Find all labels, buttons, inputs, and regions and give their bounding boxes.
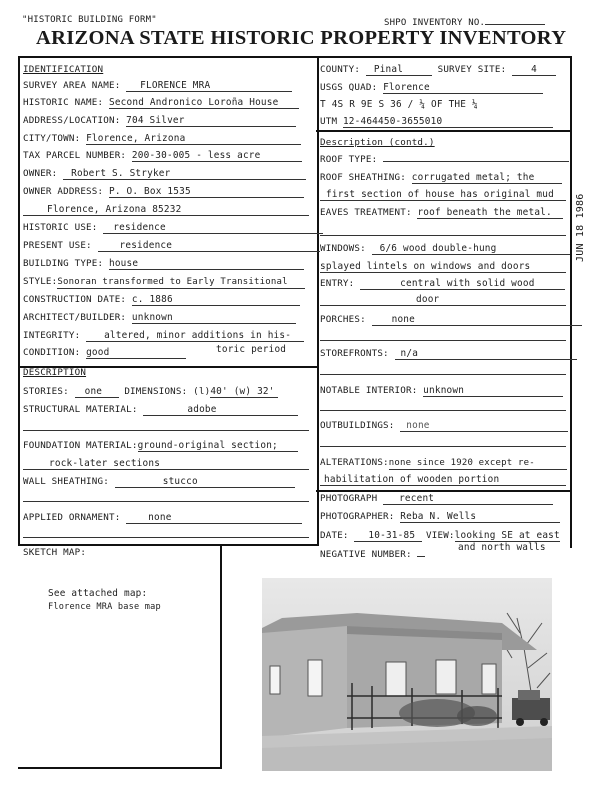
quad-field[interactable]: Florence <box>383 82 543 94</box>
page-title: ARIZONA STATE HISTORIC PROPERTY INVENTORY <box>36 27 567 49</box>
owner-label: OWNER: <box>23 168 58 179</box>
windows-row <box>320 243 570 255</box>
city-row <box>23 133 301 145</box>
present-use-row <box>23 240 320 252</box>
utm-row <box>320 116 553 128</box>
wall-row <box>23 476 295 488</box>
entry-row <box>320 278 565 290</box>
entry-field-2[interactable]: door <box>320 294 566 306</box>
structural-field[interactable]: adobe <box>143 404 298 416</box>
view-field[interactable]: looking SE at east <box>454 530 560 541</box>
condition-label: CONDITION: <box>23 347 81 358</box>
style-row <box>23 276 305 289</box>
structural-label: STRUCTURAL MATERIAL: <box>23 404 138 415</box>
style-label: STYLE: <box>23 276 58 287</box>
stories-field[interactable]: one <box>75 386 119 398</box>
architect-label: ARCHITECT/BUILDER: <box>23 312 127 323</box>
structural-row <box>23 404 298 416</box>
architect-field[interactable]: unknown <box>132 312 296 324</box>
alterations-field[interactable]: none since 1920 except re- <box>389 458 567 470</box>
style-field[interactable]: Sonoran transformed to Early Transitional <box>57 277 305 289</box>
outbuildings-blank-line <box>320 446 566 447</box>
trs-field[interactable]: T 4S R 9E S 36 / ¼ OF THE ¼ <box>320 99 478 110</box>
ornament-row <box>23 512 302 524</box>
alterations-label: ALTERATIONS: <box>320 457 389 468</box>
county-field[interactable]: Pinal <box>366 64 432 76</box>
ornament-blank-line <box>23 537 309 538</box>
porches-field[interactable]: none <box>372 314 582 326</box>
storefronts-label: STOREFRONTS: <box>320 348 389 359</box>
owner-address-row <box>23 186 304 198</box>
entry-field[interactable]: central with solid wood <box>360 278 565 290</box>
roof-sheathing-row-2 <box>320 189 566 201</box>
entry-row-2 <box>320 294 566 306</box>
date-row <box>320 530 422 542</box>
condition-row <box>23 347 186 359</box>
integrity-label: INTEGRITY: <box>23 330 81 341</box>
storefronts-field[interactable]: n/a <box>395 348 577 360</box>
architect-row <box>23 312 296 324</box>
integrity-field-2: toric period <box>216 344 287 355</box>
historic-name-row <box>23 97 299 109</box>
wall-blank-line <box>23 501 309 502</box>
ornament-field[interactable]: none <box>126 512 302 524</box>
alterations-field-2[interactable]: habilitation of wooden portion <box>320 474 566 486</box>
house-photograph-svg <box>262 578 552 771</box>
porches-label: PORCHES: <box>320 314 366 325</box>
roof-type-field[interactable] <box>383 161 569 162</box>
windows-field-2[interactable]: splayed lintels on windows and doors <box>320 261 566 273</box>
photographer-field[interactable]: Reba N. Wells <box>400 511 560 523</box>
photographer-row <box>320 511 560 523</box>
present-use-label: PRESENT USE: <box>23 240 92 251</box>
identification-heading: IDENTIFICATION <box>23 64 104 75</box>
view-row <box>426 530 560 542</box>
owner-address-field-2[interactable]: Florence, Arizona 85232 <box>23 204 309 216</box>
stories-label: STORIES: <box>23 386 69 397</box>
alterations-row <box>320 457 567 470</box>
date-field[interactable]: 10-31-85 <box>354 530 422 542</box>
historic-use-label: HISTORIC USE: <box>23 222 98 233</box>
eaves-row <box>320 207 563 219</box>
integrity-row <box>23 330 304 342</box>
form-label: "HISTORIC BUILDING FORM" <box>22 15 157 25</box>
roof-sheathing-row <box>320 172 562 184</box>
date-label: DATE: <box>320 530 349 541</box>
eaves-label: EAVES TREATMENT: <box>320 207 412 218</box>
ornament-label: APPLIED ORNAMENT: <box>23 512 121 523</box>
survey-site-field[interactable]: 4 <box>512 64 556 76</box>
construction-row <box>23 294 300 306</box>
historic-use-field[interactable]: residence <box>103 222 323 234</box>
wall-field[interactable]: stucco <box>115 476 295 488</box>
shpo-label-text: SHPO INVENTORY NO. <box>384 18 486 28</box>
foundation-row-2 <box>23 458 309 470</box>
utm-label: UTM <box>320 116 338 127</box>
location-divider <box>316 130 572 132</box>
negative-label: NEGATIVE NUMBER: <box>320 549 412 560</box>
notable-label: NOTABLE INTERIOR: <box>320 385 418 396</box>
parcel-row <box>23 150 302 162</box>
description-heading: DESCRIPTION <box>23 367 87 378</box>
present-use-field[interactable]: residence <box>98 240 320 252</box>
city-label: CITY/TOWN: <box>23 133 81 144</box>
notable-field[interactable]: unknown <box>423 385 563 397</box>
historic-name-label: HISTORIC NAME: <box>23 97 104 108</box>
received-date-stamp: JUN 18 1986 <box>575 193 586 262</box>
owner-address-row-2 <box>23 204 309 216</box>
foundation-row <box>23 440 298 452</box>
sketch-note-1: See attached map: <box>48 588 148 599</box>
foundation-label: FOUNDATION MATERIAL: <box>23 440 138 451</box>
stories-row <box>23 386 278 398</box>
building-type-row <box>23 258 304 270</box>
condition-field[interactable]: good <box>86 347 186 359</box>
porches-blank-line <box>320 340 566 341</box>
storefronts-row <box>320 348 577 360</box>
roof-type-label: ROOF TYPE: <box>320 154 378 165</box>
photograph-divider <box>316 490 572 492</box>
historic-name-field[interactable]: Second Andronico Loroña House <box>109 97 299 109</box>
roof-type-row <box>320 154 569 165</box>
county-row <box>320 64 556 76</box>
structural-blank-line <box>23 430 309 431</box>
sketch-label: SKETCH MAP: <box>23 547 87 558</box>
construction-label: CONSTRUCTION DATE: <box>23 294 127 305</box>
notable-blank-line <box>320 410 566 411</box>
alterations-row-2 <box>320 474 566 486</box>
address-label: ADDRESS/LOCATION: <box>23 115 121 126</box>
eaves-blank-line <box>320 235 566 236</box>
negative-field[interactable] <box>417 547 425 557</box>
historic-use-row <box>23 222 323 234</box>
building-type-label: BUILDING TYPE: <box>23 258 104 269</box>
owner-field[interactable]: Robert S. Stryker <box>63 168 306 180</box>
storefronts-blank-line <box>320 374 566 375</box>
description-contd-heading: Description (contd.) <box>320 137 435 148</box>
porches-row <box>320 314 582 326</box>
outbuildings-row <box>320 420 568 432</box>
address-field[interactable]: 704 Silver <box>126 115 296 127</box>
photographer-label: PHOTOGRAPHER: <box>320 511 395 522</box>
top-right-border <box>316 56 572 58</box>
parcel-label: TAX PARCEL NUMBER: <box>23 150 127 161</box>
sketch-bottom <box>18 767 222 769</box>
view-field-2: and north walls <box>458 542 546 553</box>
outbuildings-field[interactable]: none <box>400 420 568 432</box>
negative-row <box>320 547 425 560</box>
view-label: VIEW: <box>426 530 455 541</box>
survey-area-field[interactable]: FLORENCE MRA <box>126 80 292 92</box>
dimensions-label: DIMENSIONS: (l) <box>124 386 211 397</box>
building-type-field[interactable]: house <box>109 258 304 270</box>
survey-site-label: SURVEY SITE: <box>437 64 507 75</box>
address-row <box>23 115 296 127</box>
utm-field[interactable]: 12-464450-3655010 <box>343 116 553 128</box>
shpo-number-field[interactable] <box>485 15 545 25</box>
windows-row-2 <box>320 261 566 273</box>
owner-address-label: OWNER ADDRESS: <box>23 186 104 197</box>
roof-sheathing-label: ROOF SHEATHING: <box>320 172 406 183</box>
survey-area-row <box>23 80 292 92</box>
roof-sheathing-field-2[interactable]: first section of house has original mud <box>320 189 566 201</box>
photograph-row <box>320 493 553 505</box>
county-label: COUNTY: <box>320 64 361 75</box>
photograph-heading: PHOTOGRAPH <box>320 493 378 504</box>
owner-row <box>23 168 306 180</box>
wall-label: WALL SHEATHING: <box>23 476 109 487</box>
windows-field[interactable]: 6/6 wood double-hung <box>372 243 570 255</box>
dimensions-field[interactable]: 40' (w) 32' <box>210 386 278 398</box>
quad-row <box>320 82 543 94</box>
quad-label: USGS QUAD: <box>320 82 378 93</box>
eaves-field[interactable]: roof beneath the metal. <box>417 207 563 219</box>
sketch-note-2: Florence MRA base map <box>48 602 161 612</box>
roof-sheathing-field[interactable]: corrugated metal; the <box>412 172 562 184</box>
survey-area-label: SURVEY AREA NAME: <box>23 80 121 91</box>
sketch-divider <box>220 546 222 768</box>
windows-label: WINDOWS: <box>320 243 366 254</box>
construction-field[interactable]: c. 1886 <box>132 294 300 306</box>
integrity-field[interactable]: altered, minor additions in his- <box>86 330 304 342</box>
outbuildings-label: OUTBUILDINGS: <box>320 420 395 431</box>
foundation-field-2[interactable]: rock-later sections <box>23 458 309 470</box>
parcel-field[interactable]: 200-30-005 - less acre <box>132 150 302 162</box>
foundation-field[interactable]: ground-original section; <box>138 440 298 452</box>
notable-row <box>320 385 563 397</box>
owner-address-field[interactable]: P. O. Box 1535 <box>109 186 304 198</box>
city-field[interactable]: Florence, Arizona <box>86 133 301 145</box>
photograph-field[interactable]: recent <box>383 493 553 505</box>
house-photograph <box>262 578 552 771</box>
entry-label: ENTRY: <box>320 278 355 289</box>
